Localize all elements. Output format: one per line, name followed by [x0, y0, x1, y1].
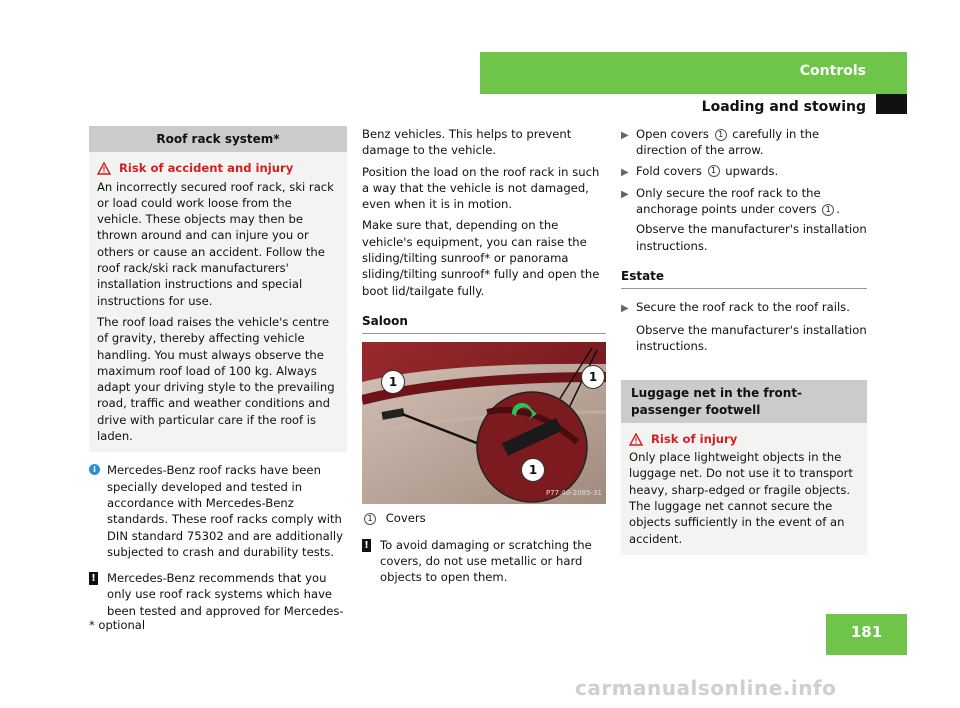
photo-reference-code: P77.40-2085-31 [545, 488, 602, 497]
step-arrow-icon: ▶ [621, 188, 629, 200]
warning-title: Risk of accident and injury [119, 161, 294, 176]
step-arrow-icon: ▶ [621, 303, 629, 315]
warning-box [89, 152, 347, 452]
warning-title: Risk of injury [651, 431, 738, 446]
watermark: carmanualsonline.info [575, 676, 837, 700]
page-number: 181 [826, 614, 907, 655]
callout-1-inset: 1 [521, 458, 545, 482]
exclamation-icon: ! [89, 572, 98, 585]
saloon-heading: Saloon [362, 313, 606, 334]
warning-text-2: The roof load raises the vehicle's centre of gravity, thereby affecting vehicle handling. You must always observe the maximum roof load of 100 kg. Always adapt your driving style to the prevailing road, traffic and weather conditions and drive with particular care if the roof is laden. [97, 314, 335, 444]
caution-covers-text: To avoid damaging or scratching the covers, do not use metallic or hard objects to open them. [380, 537, 592, 585]
header-black-tab [876, 94, 907, 114]
warning-triangle-icon [97, 162, 111, 175]
caution-note-text: Mercedes-Benz recommends that you only use roof rack systems which have been tested and approved for Mercedes- [107, 571, 344, 618]
instruction-step: ▶ Open covers 1 carefully in the direction of the arrow. [621, 127, 820, 158]
text-paragraph: Benz vehicles. This helps to prevent damage to the vehicle. [362, 127, 572, 158]
ref-number: 1 [715, 129, 727, 141]
info-icon: i [89, 464, 100, 475]
legend-text: Covers [385, 511, 426, 526]
warning-heading [629, 431, 859, 447]
text-paragraph: Make sure that, depending on the vehicle's equipment, you can raise the sliding/tilting sunroof* or panorama sliding/tilting sunroof* fully and open the boot lid/tailgate fully. [362, 218, 600, 298]
callout-1-right: 1 [581, 365, 605, 389]
luggage-warning-box [621, 423, 867, 555]
info-note-text: Mercedes-Benz roof racks have been specially developed and tested in accordance with Mercedes-Benz standards. These roof racks comply with DIN standard 75302 and are additionally subjected to crash and durability tests. [107, 463, 343, 559]
info-note [89, 462, 347, 560]
roof-cover-photo [362, 342, 606, 504]
roof-rack-heading: Roof rack system* [89, 126, 347, 152]
instruction-step: ▶ Only secure the roof rack to the anchorage points under covers 1 . [621, 185, 840, 217]
step-arrow-icon: ▶ [621, 166, 629, 178]
step-note: Observe the manufacturer's installation instructions. [636, 322, 867, 353]
subsection-title: Loading and stowing [701, 99, 866, 115]
legend [362, 510, 606, 526]
warning-triangle-icon [629, 433, 643, 446]
caution-note-covers [362, 537, 606, 586]
step-arrow-icon: ▶ [621, 130, 629, 141]
luggage-warning-text: Only place lightweight objects in the luggage net. Do not use it to transport heavy, sharp-edged or fragile objects. The luggage net cannot secure the objects sufficiently in the event of an accident. [629, 450, 853, 546]
footnote: * optional [89, 618, 146, 632]
car-roof-illustration [362, 342, 606, 504]
column-middle [362, 126, 606, 585]
caution-note [89, 570, 347, 619]
estate-heading: Estate [621, 268, 867, 289]
instruction-step: ▶ Secure the roof rack to the roof rails. [621, 299, 867, 317]
text-paragraph: Position the load on the roof rack in such a way that the vehicle is not damaged, even when it is in motion. [362, 164, 600, 212]
section-title: Controls [799, 63, 866, 79]
column-left [89, 126, 347, 619]
ref-number: 1 [822, 204, 834, 216]
exclamation-icon: ! [362, 539, 371, 552]
legend-number: 1 [364, 513, 376, 525]
warning-heading [97, 160, 339, 176]
instruction-step: ▶ Fold covers 1 upwards. [621, 163, 867, 181]
column-right [621, 126, 867, 555]
step-note: Observe the manufacturer's installation instructions. [636, 222, 867, 253]
callout-1-left: 1 [381, 370, 405, 394]
warning-text-1: An incorrectly secured roof rack, ski rack or load could work loose from the vehicle. These objects may then be thrown around and can injure you or others or cause an accident. Follow the roof rack/ski rack manufacturers' installation instructions and special instructions for use. [97, 179, 334, 308]
luggage-net-heading: Luggage net in the front-passenger footwell [621, 380, 867, 423]
ref-number: 1 [708, 165, 720, 177]
